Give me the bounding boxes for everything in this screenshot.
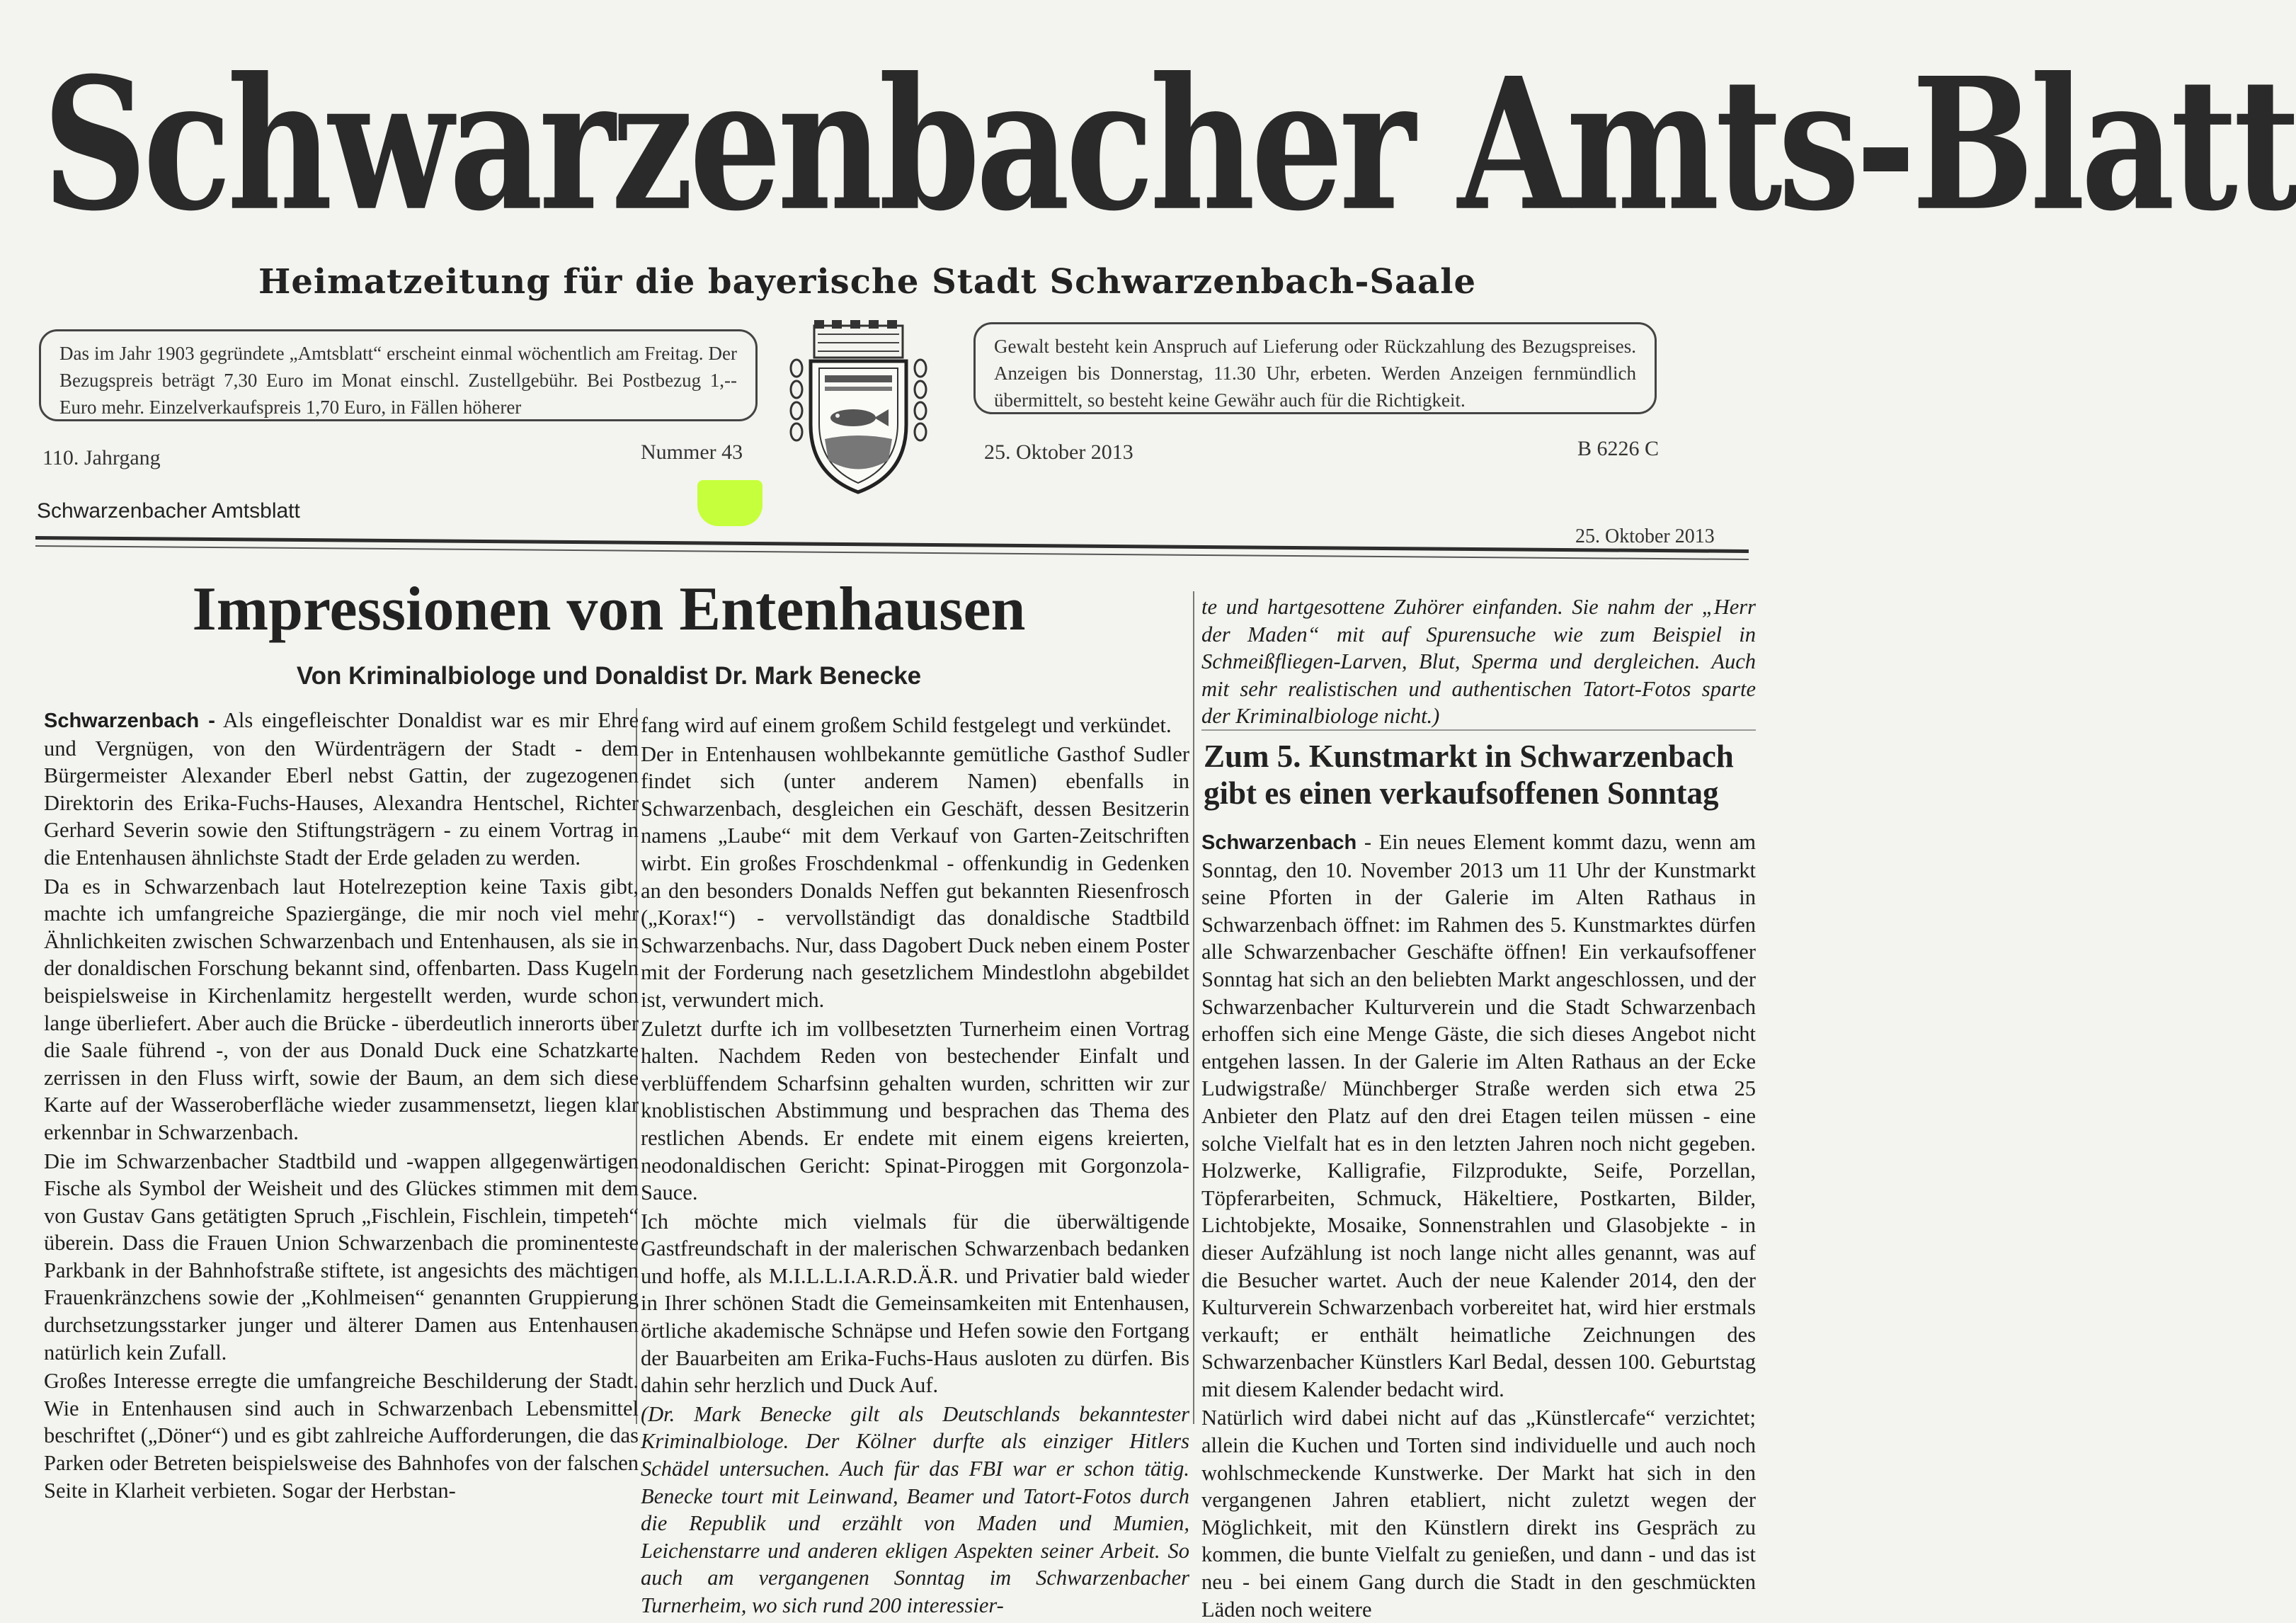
volume-number: 110. Jahrgang (42, 446, 161, 469)
second-article-body (1201, 828, 1756, 1623)
page-header-date: 25. Oktober 2013 (1575, 525, 1715, 547)
dateline: Schwarzenbach - (44, 710, 215, 732)
second-article-headline: Zum 5. Kunstmarkt in Schwarzenbach gibt es einen verkaufsoffenen Sonntag (1204, 739, 1734, 811)
paragraph: Der in Entenhausen wohlbekannte gemütliche Gasthof Sudler findet sich (unter anderem Namen) ebenfalls in Schwarzenbach, desgleichen ein Geschäft, dessen Besitzerin namens „Laube“ mit dem Verkauf von Garten-Zeitschriften wirbt. Ein großes Froschdenkmal - offenkundig in Gedenken an den besonders Donalds Neffen gut bekannten Riesenfrosch („Korax!“) - vervollständigt das donaldische Stadtbild Schwarzenbachs. Nur, dass Dagobert Duck neben einem Poster mit der Forderung nach gesetzlichem Mindestlohn abgebildet ist, verwundert mich. (641, 741, 1189, 1012)
paragraph: Schwarzenbach - Als eingefleischter Donaldist war es mir Ehre und Vergnügen, von den Würdenträgern der Stadt - dem Bürgermeister Alexander Eberl nebst Gattin, der zugezogenen Direktorin des Erika-Fuchs-Hauses, Alexandra Hentschel, Richter Gerhard Severin sowie den Stiftungsträgern - zu einem Vortrag in die Entenhausen ähnlichste Stadt der Erde geladen zu werden. (44, 708, 639, 870)
article-byline: Von Kriminalbiologe und Donaldist Dr. Mark Benecke (296, 662, 922, 690)
advertising-info-box: Gewalt besteht kein Anspruch auf Lieferung oder Rückzahlung des Bezugspreises. Anzeigen bis Donnerstag, 11.30 Uhr, erbeten. Werden Anzeigen fernmündlich übermittelt, so besteht keine Gewähr auch für die Richtigkeit. (973, 322, 1657, 414)
author-note: (Dr. Mark Benecke gilt als Deutschlands bekanntester Kriminalbiologe. Der Kölner durfte als einziger Hitlers Schädel untersuchen. Auch für das FBI war er schon tätig. Benecke tourt mit Leinwand, Beamer und Tatort-Fotos durch die Republik und erzählt von Maden und Mumien, Leichenstarre und anderen ekligen Aspekten seiner Arbeit. So auch am vergangenen Sonntag im Schwarzenbacher Turnerheim, wo sich rund 200 interessier- (641, 1401, 1189, 1617)
paragraph: Natürlich wird dabei nicht auf das „Künstlercafe“ verzichtet; allein die Kuchen und Torten sind individuelle und auch noch wohlschmeckende Kunstwerke. Der Markt hat sich in den vergangenen Jahren etabliert, nicht zuletzt wegen der Möglichkeit, mit den Künstlern direkt ins Gespräch zu kommen, die bunte Vielfalt zu genießen, und dann - und das ist neu - bei einem Gang durch die Stadt in den geschmückten Läden noch weitere (1201, 1406, 1756, 1622)
paragraph: Zuletzt durfte ich im vollbesetzten Turnerheim einen Vortrag halten. Nachdem Reden von bestechender Einfalt und verblüffendem Scharfsinn gehalten wurden, schritten wir zur knoblistischen Abstimmung und besprachen das Thema des restlichen Abends. Er endete mit einem eigens kreierten, neodonaldischen Gericht: Spinat-Piroggen mit Gorgonzola-Sauce. (641, 1016, 1189, 1205)
highlighter-tab (697, 480, 763, 526)
dateline: Schwarzenbach (1201, 831, 1357, 854)
paragraph: Ich möchte mich vielmals für die überwältigende Gastfreundschaft in der malerischen Schwarzenbach bedanken und hoffe, als M.I.L.L.I.A.R.D.Ä.R. und Privatier bald wieder in Ihrer schönen Stadt die Gemeinsamkeiten mit Entenhausen, örtliche akademische Schnäpse und Hefen sowie den Fortgang der Bauarbeiten am Erika-Fuchs-Haus ausloten zu dürfen. Bis dahin sehr herzlich und Duck Auf. (641, 1209, 1189, 1398)
paragraph: Die im Schwarzenbacher Stadtbild und -wappen allgegenwärtigen Fische als Symbol der Weisheit und des Glückes stimmen mit dem von Gustav Gans getätigten Spruch „Fischlein, Fischlein, timpeteh“ überein. Dass die Frauen Union Schwarzenbach die prominenteste Parkbank in der Bahnhofstraße stiftete, ist angesichts des mächtigen Frauenkränzchens sowie der „Kohlmeisen“ genannten Gruppierung durchsetzungsstarker junger und älterer Damen aus Entenhausen natürlich kein Zufall. (44, 1149, 639, 1365)
issue-number: Nummer 43 (641, 440, 743, 464)
paragraph: Großes Interesse erregte die umfangreiche Beschilderung der Stadt. Wie in Entenhausen sind auch in Schwarzenbach Lebensmittel beschriftet („Döner“) und es gibt zahlreiche Aufforderungen, die das Parken oder Betreten beispielsweise des Bahnhofes von der falschen Seite in Klarheit verbieten. Sogar der Herbstan- (44, 1369, 639, 1503)
header-rule (35, 536, 1749, 553)
paragraph: Da es in Schwarzenbach laut Hotelrezeption keine Taxis gibt, machte ich umfangreiche Spaziergänge, die mir noch viel mehr Ähnlichkeiten zwischen Schwarzenbach und Entenhausen, als sie in der donaldischen Forschung bekannt sind, offenbarten. Dass Kugeln beispielsweise in Kirchenlamitz hergestellt werden, wurde schon lange überliefert. Aber auch die Brücke - überdeutlich innerorts über die Saale führend -, von der aus Donald Duck eine Schatzkarte zerrissen in den Fluss wirft, sowie der Baum, an dem sich diese Karte auf der Wasseroberfläche wieder zusammensetzt, liegen klar erkennbar in Schwarzenbach. (44, 874, 639, 1144)
paragraph: Schwarzenbach - Ein neues Element kommt dazu, wenn am Sonntag, den 10. November 2013 um 11 Uhr der Kunstmarkt seine Pforten in der Galerie im Alten Rathaus in Schwarzenbach öffnet: im Rahmen des 5. Kunstmarktes dürfen alle Schwarzenbacher Geschäfte öffnen! Ein verkaufsoffener Sonntag hat sich an den beliebten Markt angeschlossen, und der Schwarzenbacher Kulturverein und die Stadt Schwarzenbach erhoffen sich eine Menge Gäste, die sich dieses Angebot nicht entgehen lassen. In der Galerie im Alten Rathaus an der Ecke Ludwigstraße/ Münchberger Straße werden sich etwa 25 Anbieter den Platz auf den drei Etagen teilen müssen - eine solche Vielfalt hat es in den letzten Jahren noch nicht gegeben. Holzwerke, Kalligrafie, Filzprodukte, Seife, Porzellan, Töpferarbeiten, Schmuck, Häkeltiere, Postkarten, Bilder, Lichtobjekte, Mosaike, Sonnenstrahlen und Glasobjekte - in dieser Aufzählung ist noch lange nicht alles genannt, was auf die Besucher wartet. Auch der neue Kalender 2014, den der Kulturverein Schwarzenbach vorbereitet hat, wird hier erstmals verkauft; er enthält heimatliche Zeichnungen des Schwarzenbacher Künstlers Karl Bedal, dessen 100. Geburtstag mit diesem Kalender bedacht wird. (1201, 830, 1756, 1401)
article-column-1 (44, 707, 639, 1504)
column-divider (1193, 591, 1194, 1424)
coat-of-arms-icon (782, 319, 935, 496)
subscription-info-box: Das im Jahr 1903 gegründete „Amtsblatt“ erscheint einmal wöchentlich am Freitag. Der Bezugspreis beträgt 7,30 Euro im Monat einschl. Zustellgebühr. Bei Postbezug 1,-- Euro mehr. Einzelverkaufspreis 1,70 Euro, in Fällen höherer (39, 329, 758, 421)
article-column-2 (641, 712, 1189, 1619)
masthead-title: Schwarzenbacher Amts-Blatt (42, 39, 2296, 251)
author-note-continued: te und hartgesottene Zuhörer einfanden. Sie nahm der „Herr der Maden“ mit auf Spurensuche wie zum Beispiel in Schmeißfliegen-Larven, Blut, Sperma und dergleichen. Auch mit sehr realistischen und authentischen Tatort-Fotos sparte der Kriminalbiologe nicht.) (1201, 595, 1756, 729)
masthead-subtitle: Heimatzeitung für die bayerische Stadt Schwarzenbach-Saale (258, 262, 1476, 302)
paragraph: fang wird auf einem großem Schild festgelegt und verkündet. (641, 713, 1172, 737)
postal-code: B 6226 C (1577, 437, 1660, 460)
issue-date: 25. Oktober 2013 (984, 440, 1133, 464)
article-headline: Impressionen von Entenhausen (192, 575, 1026, 644)
page-header-name: Schwarzenbacher Amtsblatt (37, 499, 300, 523)
section-rule (1201, 729, 1756, 731)
